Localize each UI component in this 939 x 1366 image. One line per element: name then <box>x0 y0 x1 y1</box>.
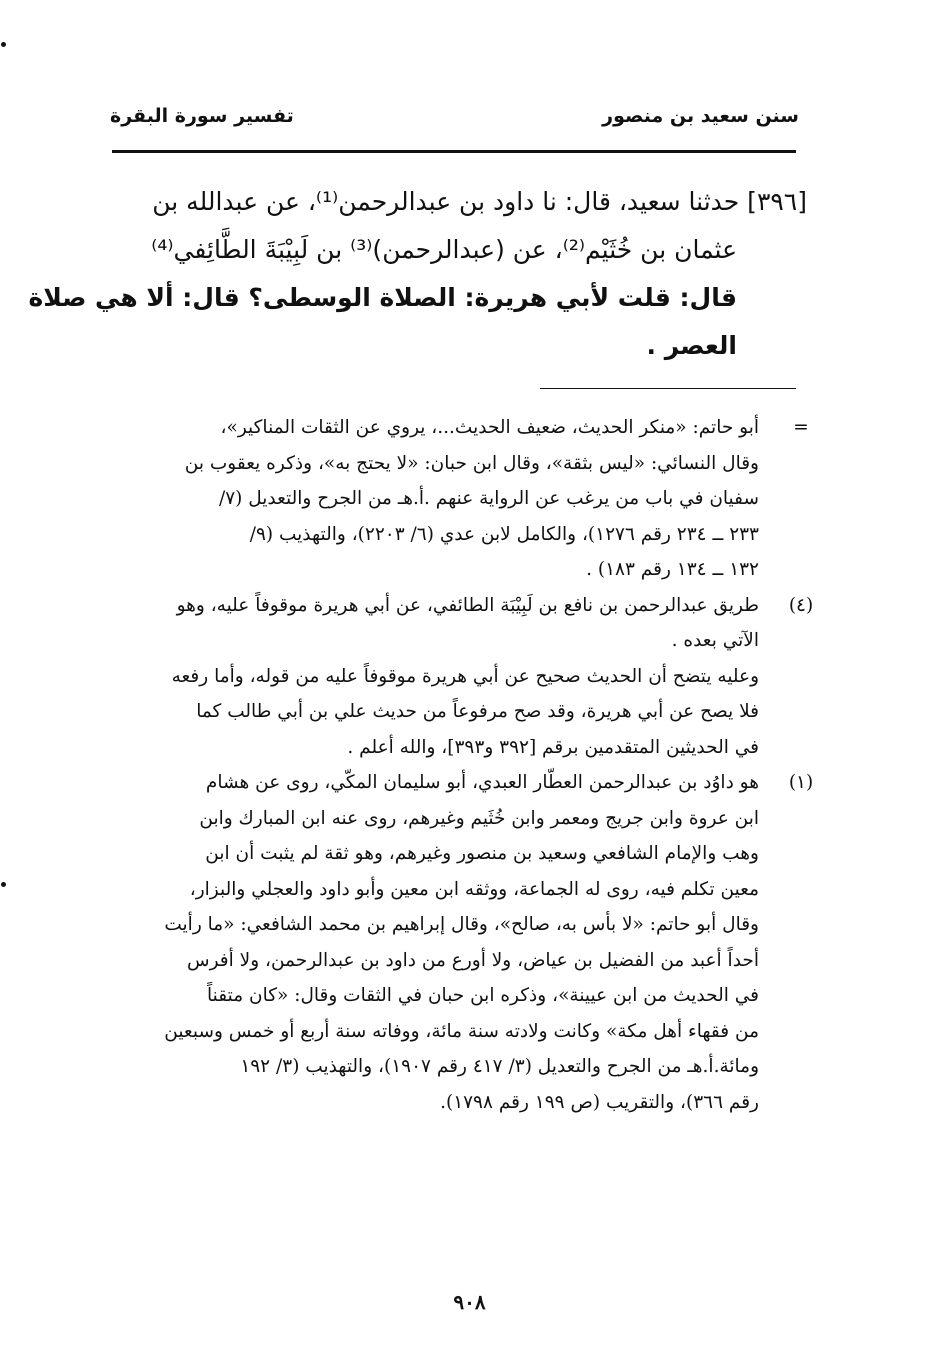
footnote-mark: (١) <box>788 772 814 793</box>
footnote-line: رقم ٣٦٦)، والتقريب (ص ١٩٩ رقم ١٧٩٨). <box>440 1091 759 1113</box>
footnote-line: في الحديثين المتقدمين برقم [٣٩٢ و٣٩٣]، والله أعلم . <box>347 736 759 758</box>
footnote-line: ابن عروة وابن جريج ومعمر وابن خُثَيم وغيرهم، روى عنه ابن المبارك وابن <box>199 807 759 829</box>
footnote-rule <box>540 388 796 389</box>
page-number: ٩٠٨ <box>453 1290 486 1314</box>
hadith-line: عثمان بن خُثَيْم⁽²⁾، عن (عبدالرحمن)⁽³⁾ بن لَبِيْبَةَ الطَّائِفي⁽⁴⁾ <box>151 235 737 264</box>
footnote-line: وهب والإمام الشافعي وسعيد بن منصور وغيرهم، وهو ثقة لم يثبت أن ابن <box>205 843 759 864</box>
footnotes <box>108 410 814 1120</box>
footnote-line: ١٣٢ ــ ١٣٤ رقم ١٨٣) . <box>586 559 759 580</box>
hadith-line: قال: قلت لأبي هريرة: الصلاة الوسطى؟ قال: ألا هي صلاة <box>28 283 737 312</box>
scan-mark <box>1 882 6 887</box>
footnote-mark: = <box>793 417 809 438</box>
footnote-line: سفيان في باب من يرغب عن الرواية عنهم .أ.هـ من الجرح والتعديل (٧/ <box>218 488 759 509</box>
footnote-mark: (٤) <box>788 594 814 616</box>
footnote-line: ومائة.أ.هـ من الجرح والتعديل (٣/ ٤١٧ رقم ١٩٠٧)، والتهذيب (٣/ ١٩٢ <box>240 1056 759 1077</box>
footnote-line: أبو حاتم: «منكر الحديث، ضعيف الحديث...، يروي عن الثقات المناكير»، <box>220 417 759 438</box>
footnote-line: أحداً أعبد من الفضيل بن عياض، ولا أورع من داود بن عبدالرحمن، ولا أفرس <box>186 949 759 971</box>
header-rule <box>112 150 796 153</box>
footnote-line: وعليه يتضح أن الحديث صحيح عن أبي هريرة موقوفاً عليه من قوله، وأما رفعه <box>171 665 759 687</box>
running-header-book-title: سنن سعيد بن منصور <box>602 105 799 127</box>
footnote-line: وقال أبو حاتم: «لا بأس به، صالح»، وقال إبراهيم بن محمد الشافعي: «ما رأيت <box>164 914 759 935</box>
footnote-line: وقال النسائي: «ليس بثقة»، وقال ابن حبان: «لا يحتج به»، وذكره يعقوب بن <box>184 452 759 474</box>
footnote-line: هو داوُد بن عبدالرحمن العطّار العبدي، أبو سليمان المكّي، روى عن هشام <box>205 772 759 793</box>
footnote-line: فلا يصح عن أبي هريرة، وقد صح مرفوعاً من حديث علي بن أبي طالب كما <box>196 701 759 722</box>
footnote-line: من فقهاء أهل مكة» وكانت ولادته سنة مائة، ووفاته سنة أربع أو خمس وسبعين <box>164 1020 759 1042</box>
running-header-section-title: تفسير سورة البقرة <box>110 105 294 127</box>
footnote-4 <box>108 588 814 659</box>
hadith-text <box>28 178 807 370</box>
footnote-1 <box>108 765 814 1120</box>
footnote-line: معين تكلم فيه، روى له الجماعة، ووثقه ابن معين وأبو داود والعجلي والبزار، <box>189 878 759 900</box>
footnote-line: الآتي بعده . <box>671 630 759 651</box>
footnote-continued <box>108 410 809 588</box>
hadith-line: [٣٩٦] حدثنا سعيد، قال: نا داود بن عبدالرحمن⁽¹⁾، عن عبدالله بن <box>152 187 807 216</box>
footnote-line: في الحديث من ابن عيينة»، وذكره ابن حبان في الثقات وقال: «كان متقناً <box>207 985 759 1006</box>
hadith-line: العصر . <box>646 331 737 360</box>
footnote-4-continuation <box>108 659 799 766</box>
footnote-line: طريق عبدالرحمن بن نافع بن لَبِيْبَة الطائفي، عن أبي هريرة موقوفاً عليه، وهو <box>176 594 759 616</box>
footnote-line: ٢٣٣ ــ ٢٣٤ رقم ١٢٧٦)، والكامل لابن عدي (٦/ ٢٢٠٣)، والتهذيب (٩/ <box>249 523 759 545</box>
scan-mark <box>1 42 6 47</box>
